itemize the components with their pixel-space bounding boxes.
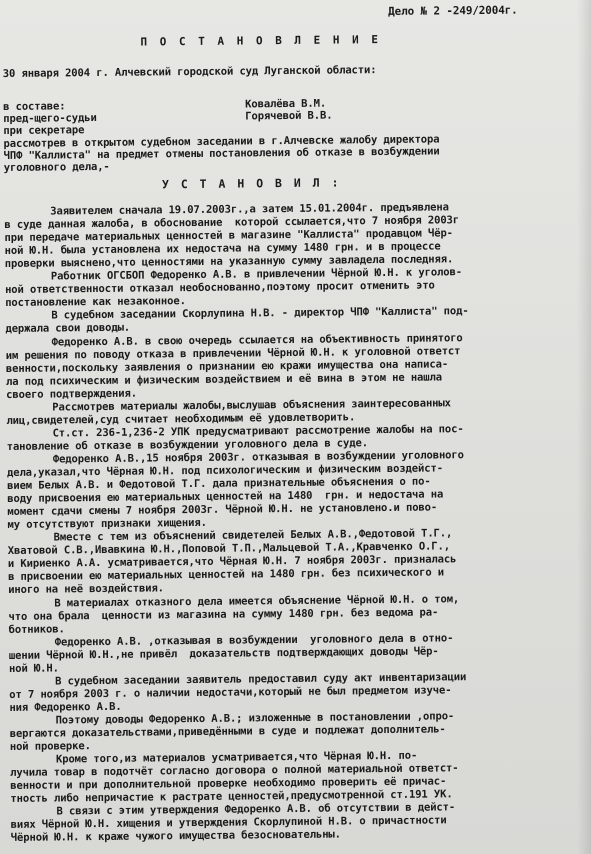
body-line: постановление как незаконное.: [5, 295, 186, 310]
body-line: тановление об отказе в возбуждении уголовного дела в суде.: [6, 437, 368, 453]
case-number: Дело № 2 -249/2004г.: [388, 3, 518, 18]
body-line: воду присвоения ею материальных ценностей на 1480 грн. и недостача на: [7, 488, 444, 506]
body-line: иного на неё воздействия.: [8, 582, 164, 597]
document-title: П О С Т А Н О В Л Е Н И Е: [140, 33, 382, 49]
body-line: Поэтому доводы Федоренко А.В.; изложенные в постановлении ,опро-: [55, 710, 455, 727]
body-line: тность либо непричастие к растрате ценностей,предусмотренной ст.191 УК.: [10, 788, 453, 806]
body-line: В материалах отказного дела имеется объяснение Чёрной Ю.Н. о том,: [54, 592, 460, 609]
judge-name: Ковалёва В.М.: [245, 97, 327, 111]
body-line: В связи с этим утверждения Федоренко А.В. об отсутствии в дейст-: [56, 801, 456, 818]
body-line: ной проверке.: [9, 740, 91, 753]
judge-label: пред-щего-судьи: [3, 111, 97, 125]
body-line: В судебном заседании Скорлупина Н.В. - директор ЧПФ "Каллиста" под-: [51, 305, 469, 322]
body-line: Заявителем сначала 19.07.2003г.,а затем 15.01.2004г. предъявлена: [50, 201, 449, 218]
body-line: Федоренко А.В.,15 ноября 2003г. отказывая в возбуждении уголовного: [52, 449, 464, 466]
body-line: ботников.: [8, 622, 65, 636]
body-line: Вместе с тем из объяснений свидетелей Белых А.В.,Федотовой Т.Г.,: [53, 527, 453, 544]
body-line: проверки выяснено,что ценностями на указанную сумму завладела последняя.: [4, 253, 454, 271]
body-line: ной Ю.Н.: [8, 662, 59, 675]
body-line: ния Федоренко А.В.: [9, 700, 122, 714]
body-line: Федоренко А.В. ,отказывая в возбуждении уголовного дела в отно-: [54, 631, 454, 649]
body-line: Рассмотрев материалы жалобы,выслушав объяснения заинтересованных: [52, 397, 451, 414]
intro-line: ЧПФ "Каллиста" на предмет отмены постановления об отказе в возбуждении: [3, 145, 440, 162]
body-line: лучила товар в подотчёт согласно договора о полной материальной ответст-: [10, 762, 459, 780]
body-line: им решения по поводу отказа в привлечении Чёрной Ю.Н. к уголовной ответст: [5, 344, 461, 362]
intro-line: уголовного дела,-: [3, 160, 110, 174]
body-line: В судебном заседании заявитель предоставил суду акт инвентаризации: [55, 670, 467, 688]
body-line: Хватовой С.В.,Ивавкина Ю.Н.,Поповой Т.П.,Мальцевой Т.А.,Кравченко О.Г.,: [7, 540, 450, 558]
body-line: шении Чёрной Ю.Н.,не привёл доказательств подтверждающих доводы Чёр-: [8, 645, 439, 662]
body-line: лиц,свидетелей,суд считает необходимым её удовлетворить.: [6, 411, 356, 427]
body-line: в суде данная жалоба, в обоснование которой ссылается,что 7 ноября 2003г: [4, 214, 460, 232]
date-and-court: 30 января 2004 г. Алчевский городской суд Луганской области:: [2, 64, 377, 80]
body-line: ной Ю.Н. была установлена их недостача на сумму 1480 грн. и в процессе: [4, 240, 441, 258]
body-line: Федоренко А.В. в свою очередь ссылается на объективность принятого: [51, 331, 463, 348]
body-line: Ст.ст. 236-1,236-2 УПК предусматривают рассмотрение жалобы на пос-: [52, 423, 464, 440]
body-line: венности,поскольку заявления о признании ею кражи имущества она написа-: [5, 357, 449, 375]
section-heading: У С Т А Н О В И Л :: [161, 175, 342, 192]
body-line: при передаче материальных ценностей в магазине "Каллиста" продавцом Чёр-: [4, 227, 453, 245]
body-line: что она брала ценности из магазина на сумму 1480 грн. без ведома ра-: [8, 605, 439, 623]
body-line: вергаются доказательствами,приведёнными в суде и подлежат дополнитель-: [9, 723, 446, 740]
body-line: от 7 ноября 2003 г. о наличии недостачи,который не был предметом изуче-: [9, 684, 452, 701]
body-line: Чёрной Ю.Н. к краже чужого имущества безосновательны.: [10, 828, 341, 845]
body-line: вием Белых А.В. и Федотовой Т.Г. дала признательные объяснения о по-: [7, 475, 431, 492]
body-line: Кроме того,из материалов усматривается,что Чёрная Ю.Н. по-: [55, 749, 418, 766]
body-line: Работник ОГСБОП Федоренко А.В. в привлечении Чёрной Ю.Н. к уголов-: [50, 266, 462, 283]
body-line: ла под психическим и физическим воздействием и её вина в этом не нашла: [5, 371, 443, 388]
body-line: в присвоении ею материальных ценностей на 1480 грн. без психического и: [7, 566, 445, 584]
body-line: ной ответственности отказал необоснованно,поэтому просит отменить это: [4, 279, 435, 297]
body-line: момент сдачи смены 7 ноября 2003г. Чёрной Ю.Н. не установлено.и пово-: [7, 501, 438, 519]
body-line: держала свои доводы.: [5, 322, 131, 336]
intro-line: рассмотрев в открытом судебном заседании в г.Алчевске жалобу директора: [3, 133, 440, 150]
secretary-label: при секретаре: [3, 124, 85, 137]
body-line: венности и при дополнительной проверке необходимо проверить её причас-: [10, 775, 447, 793]
body-line: виях Чёрной Ю.Н. хищения и утверждения Скорлупиной Н.В. о причастности: [10, 814, 447, 832]
composition-label: в составе:: [3, 100, 66, 113]
body-line: дела,указал,что Чёрная Ю.Н. под психологическим и физическим воздейст-: [6, 462, 443, 479]
body-line: му отсутствуют признаки хищения.: [7, 517, 207, 532]
scan-edge-shadow: [577, 0, 591, 854]
secretary-name: Горячевой В.В.: [245, 109, 333, 123]
body-line: своего подтверждения.: [6, 387, 137, 401]
body-line: и Кириенко А.А. усматривается,что Чёрная Ю.Н. 7 ноября 2003г. призналась: [7, 553, 457, 571]
